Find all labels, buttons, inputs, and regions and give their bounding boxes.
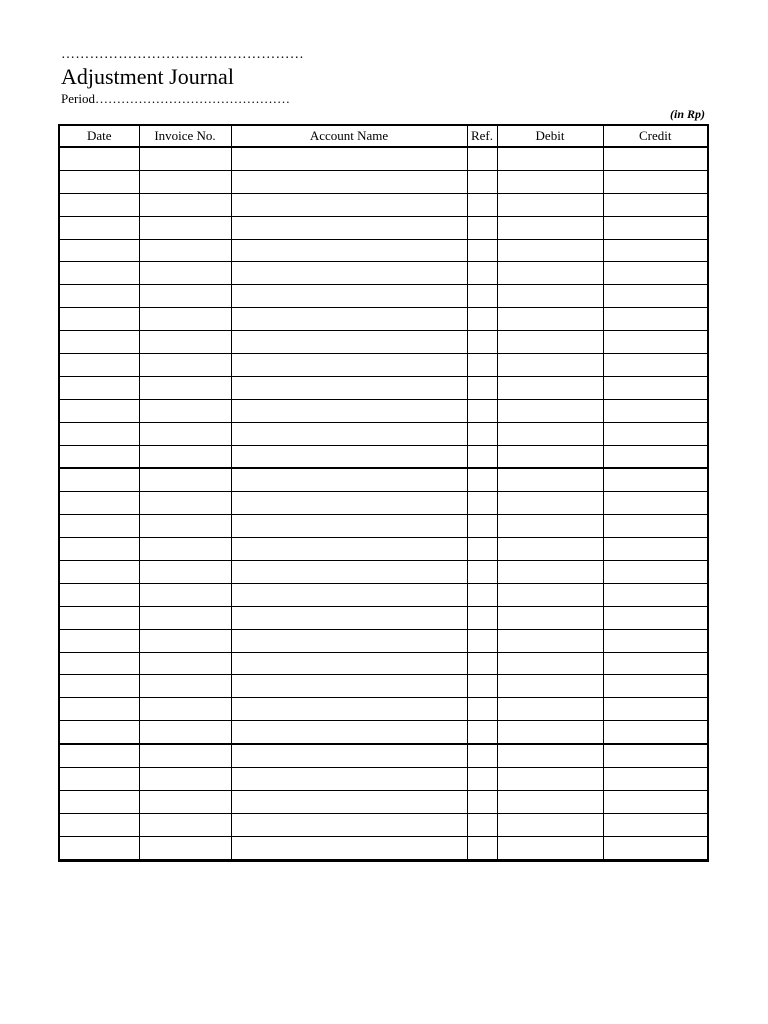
cell-date[interactable]	[59, 468, 139, 491]
cell-account-name[interactable]	[231, 170, 467, 193]
cell-date[interactable]	[59, 813, 139, 836]
cell-credit[interactable]	[603, 422, 708, 445]
cell-invoice-no[interactable]	[139, 170, 231, 193]
cell-credit[interactable]	[603, 698, 708, 721]
cell-debit[interactable]	[497, 262, 603, 285]
cell-ref[interactable]	[467, 354, 497, 377]
table-row	[59, 216, 708, 239]
cell-credit[interactable]	[603, 262, 708, 285]
cell-date[interactable]	[59, 308, 139, 331]
cell-credit[interactable]	[603, 836, 708, 860]
cell-account-name[interactable]	[231, 193, 467, 216]
cell-ref[interactable]	[467, 675, 497, 698]
cell-ref[interactable]	[467, 515, 497, 538]
table-header-row	[59, 125, 708, 147]
column-header-invoice-no: Invoice No.	[139, 125, 231, 147]
cell-account-name[interactable]	[231, 308, 467, 331]
cell-credit[interactable]	[603, 813, 708, 836]
cell-debit[interactable]	[497, 193, 603, 216]
cell-invoice-no[interactable]	[139, 629, 231, 652]
cell-debit[interactable]	[497, 698, 603, 721]
cell-credit[interactable]	[603, 606, 708, 629]
cell-account-name[interactable]	[231, 698, 467, 721]
cell-debit[interactable]	[497, 836, 603, 860]
cell-date[interactable]	[59, 239, 139, 262]
cell-ref[interactable]	[467, 492, 497, 515]
column-header-date: Date	[59, 125, 139, 147]
cell-account-name[interactable]	[231, 239, 467, 262]
cell-date[interactable]	[59, 515, 139, 538]
cell-date[interactable]	[59, 836, 139, 860]
cell-invoice-no[interactable]	[139, 744, 231, 767]
cell-debit[interactable]	[497, 721, 603, 744]
table-row	[59, 170, 708, 193]
cell-account-name[interactable]	[231, 583, 467, 606]
table-row	[59, 147, 708, 170]
cell-date[interactable]	[59, 768, 139, 791]
cell-account-name[interactable]	[231, 147, 467, 170]
table-row	[59, 376, 708, 399]
cell-debit[interactable]	[497, 170, 603, 193]
cell-invoice-no[interactable]	[139, 239, 231, 262]
cell-debit[interactable]	[497, 561, 603, 584]
cell-date[interactable]	[59, 422, 139, 445]
page-title: Adjustment Journal	[61, 64, 234, 89]
cell-invoice-no[interactable]	[139, 561, 231, 584]
table-row	[59, 239, 708, 262]
table-row	[59, 538, 708, 561]
table-row	[59, 561, 708, 584]
cell-debit[interactable]	[497, 376, 603, 399]
cell-credit[interactable]	[603, 376, 708, 399]
cell-credit[interactable]	[603, 239, 708, 262]
cell-account-name[interactable]	[231, 331, 467, 354]
cell-credit[interactable]	[603, 538, 708, 561]
cell-account-name[interactable]	[231, 813, 467, 836]
cell-date[interactable]	[59, 354, 139, 377]
cell-date[interactable]	[59, 445, 139, 468]
table-row	[59, 492, 708, 515]
cell-credit[interactable]	[603, 285, 708, 308]
cell-debit[interactable]	[497, 445, 603, 468]
table-row	[59, 308, 708, 331]
cell-debit[interactable]	[497, 583, 603, 606]
cell-invoice-no[interactable]	[139, 331, 231, 354]
cell-date[interactable]	[59, 216, 139, 239]
cell-date[interactable]	[59, 675, 139, 698]
cell-debit[interactable]	[497, 606, 603, 629]
table-row	[59, 629, 708, 652]
table-row	[59, 354, 708, 377]
table-row	[59, 262, 708, 285]
cell-ref[interactable]	[467, 538, 497, 561]
cell-credit[interactable]	[603, 399, 708, 422]
cell-credit[interactable]	[603, 721, 708, 744]
table-row	[59, 422, 708, 445]
cell-credit[interactable]	[603, 331, 708, 354]
cell-account-name[interactable]	[231, 422, 467, 445]
cell-date[interactable]	[59, 376, 139, 399]
cell-account-name[interactable]	[231, 836, 467, 860]
cell-date[interactable]	[59, 399, 139, 422]
cell-credit[interactable]	[603, 170, 708, 193]
cell-ref[interactable]	[467, 836, 497, 860]
cell-date[interactable]	[59, 698, 139, 721]
cell-credit[interactable]	[603, 492, 708, 515]
cell-ref[interactable]	[467, 790, 497, 813]
cell-credit[interactable]	[603, 561, 708, 584]
cell-debit[interactable]	[497, 768, 603, 791]
cell-date[interactable]	[59, 170, 139, 193]
cell-invoice-no[interactable]	[139, 354, 231, 377]
table-row	[59, 468, 708, 491]
cell-credit[interactable]	[603, 216, 708, 239]
cell-invoice-no[interactable]	[139, 193, 231, 216]
cell-debit[interactable]	[497, 308, 603, 331]
table-row	[59, 583, 708, 606]
cell-invoice-no[interactable]	[139, 445, 231, 468]
cell-ref[interactable]	[467, 629, 497, 652]
cell-invoice-no[interactable]	[139, 515, 231, 538]
cell-debit[interactable]	[497, 813, 603, 836]
cell-invoice-no[interactable]	[139, 583, 231, 606]
cell-ref[interactable]	[467, 193, 497, 216]
cell-account-name[interactable]	[231, 399, 467, 422]
cell-date[interactable]	[59, 583, 139, 606]
cell-credit[interactable]	[603, 652, 708, 675]
cell-debit[interactable]	[497, 422, 603, 445]
cell-account-name[interactable]	[231, 768, 467, 791]
table-row	[59, 721, 708, 744]
cell-ref[interactable]	[467, 399, 497, 422]
cell-account-name[interactable]	[231, 515, 467, 538]
cell-credit[interactable]	[603, 445, 708, 468]
cell-credit[interactable]	[603, 193, 708, 216]
cell-ref[interactable]	[467, 768, 497, 791]
cell-ref[interactable]	[467, 721, 497, 744]
cell-ref[interactable]	[467, 583, 497, 606]
cell-debit[interactable]	[497, 492, 603, 515]
cell-ref[interactable]	[467, 239, 497, 262]
cell-debit[interactable]	[497, 468, 603, 491]
table-row	[59, 399, 708, 422]
cell-ref[interactable]	[467, 331, 497, 354]
cell-account-name[interactable]	[231, 721, 467, 744]
currency-note: (in Rp)	[669, 107, 705, 121]
cell-invoice-no[interactable]	[139, 768, 231, 791]
cell-invoice-no[interactable]	[139, 285, 231, 308]
cell-account-name[interactable]	[231, 445, 467, 468]
cell-invoice-no[interactable]	[139, 652, 231, 675]
column-header-credit: Credit	[603, 125, 708, 147]
cell-invoice-no[interactable]	[139, 606, 231, 629]
cell-account-name[interactable]	[231, 744, 467, 767]
table-row	[59, 698, 708, 721]
cell-date[interactable]	[59, 262, 139, 285]
cell-date[interactable]	[59, 538, 139, 561]
cell-invoice-no[interactable]	[139, 399, 231, 422]
cell-ref[interactable]	[467, 813, 497, 836]
cell-ref[interactable]	[467, 652, 497, 675]
cell-ref[interactable]	[467, 147, 497, 170]
cell-date[interactable]	[59, 147, 139, 170]
cell-debit[interactable]	[497, 147, 603, 170]
company-name-line: ……………………………………………	[61, 47, 305, 62]
cell-credit[interactable]	[603, 629, 708, 652]
cell-credit[interactable]	[603, 354, 708, 377]
cell-debit[interactable]	[497, 538, 603, 561]
cell-date[interactable]	[59, 652, 139, 675]
cell-credit[interactable]	[603, 468, 708, 491]
cell-invoice-no[interactable]	[139, 262, 231, 285]
cell-account-name[interactable]	[231, 354, 467, 377]
table-row	[59, 744, 708, 767]
cell-ref[interactable]	[467, 308, 497, 331]
cell-credit[interactable]	[603, 308, 708, 331]
cell-account-name[interactable]	[231, 538, 467, 561]
cell-credit[interactable]	[603, 744, 708, 767]
table-row	[59, 515, 708, 538]
cell-debit[interactable]	[497, 652, 603, 675]
cell-ref[interactable]	[467, 744, 497, 767]
cell-account-name[interactable]	[231, 652, 467, 675]
cell-account-name[interactable]	[231, 376, 467, 399]
table-row	[59, 836, 708, 860]
cell-invoice-no[interactable]	[139, 468, 231, 491]
cell-debit[interactable]	[497, 629, 603, 652]
cell-date[interactable]	[59, 285, 139, 308]
cell-account-name[interactable]	[231, 629, 467, 652]
cell-debit[interactable]	[497, 216, 603, 239]
table-row	[59, 331, 708, 354]
cell-account-name[interactable]	[231, 285, 467, 308]
cell-credit[interactable]	[603, 583, 708, 606]
cell-invoice-no[interactable]	[139, 147, 231, 170]
cell-debit[interactable]	[497, 331, 603, 354]
cell-invoice-no[interactable]	[139, 308, 231, 331]
cell-credit[interactable]	[603, 675, 708, 698]
table-row	[59, 193, 708, 216]
cell-date[interactable]	[59, 721, 139, 744]
cell-date[interactable]	[59, 331, 139, 354]
cell-debit[interactable]	[497, 790, 603, 813]
cell-invoice-no[interactable]	[139, 698, 231, 721]
cell-ref[interactable]	[467, 422, 497, 445]
cell-debit[interactable]	[497, 285, 603, 308]
cell-credit[interactable]	[603, 790, 708, 813]
cell-date[interactable]	[59, 606, 139, 629]
cell-invoice-no[interactable]	[139, 538, 231, 561]
cell-account-name[interactable]	[231, 468, 467, 491]
cell-ref[interactable]	[467, 170, 497, 193]
cell-account-name[interactable]	[231, 262, 467, 285]
cell-account-name[interactable]	[231, 790, 467, 813]
cell-debit[interactable]	[497, 744, 603, 767]
table-row	[59, 768, 708, 791]
cell-ref[interactable]	[467, 262, 497, 285]
cell-credit[interactable]	[603, 515, 708, 538]
table-row	[59, 813, 708, 836]
cell-ref[interactable]	[467, 606, 497, 629]
cell-ref[interactable]	[467, 561, 497, 584]
cell-invoice-no[interactable]	[139, 721, 231, 744]
cell-date[interactable]	[59, 744, 139, 767]
column-header-debit: Debit	[497, 125, 603, 147]
cell-date[interactable]	[59, 561, 139, 584]
journal-table-body	[59, 147, 708, 860]
cell-invoice-no[interactable]	[139, 422, 231, 445]
cell-account-name[interactable]	[231, 606, 467, 629]
cell-credit[interactable]	[603, 768, 708, 791]
cell-invoice-no[interactable]	[139, 813, 231, 836]
table-row	[59, 606, 708, 629]
cell-date[interactable]	[59, 629, 139, 652]
cell-invoice-no[interactable]	[139, 790, 231, 813]
cell-debit[interactable]	[497, 515, 603, 538]
cell-ref[interactable]	[467, 468, 497, 491]
column-header-ref: Ref.	[467, 125, 497, 147]
cell-ref[interactable]	[467, 698, 497, 721]
journal-table	[58, 124, 709, 862]
cell-account-name[interactable]	[231, 492, 467, 515]
table-row	[59, 790, 708, 813]
cell-ref[interactable]	[467, 285, 497, 308]
cell-account-name[interactable]	[231, 216, 467, 239]
cell-credit[interactable]	[603, 147, 708, 170]
cell-invoice-no[interactable]	[139, 836, 231, 860]
table-row	[59, 652, 708, 675]
cell-invoice-no[interactable]	[139, 216, 231, 239]
cell-debit[interactable]	[497, 399, 603, 422]
table-row	[59, 285, 708, 308]
cell-ref[interactable]	[467, 445, 497, 468]
table-row	[59, 675, 708, 698]
cell-account-name[interactable]	[231, 675, 467, 698]
cell-ref[interactable]	[467, 376, 497, 399]
column-header-account-name: Account Name	[231, 125, 467, 147]
cell-invoice-no[interactable]	[139, 675, 231, 698]
cell-debit[interactable]	[497, 239, 603, 262]
cell-date[interactable]	[59, 193, 139, 216]
cell-date[interactable]	[59, 790, 139, 813]
cell-date[interactable]	[59, 492, 139, 515]
cell-invoice-no[interactable]	[139, 376, 231, 399]
table-row	[59, 445, 708, 468]
cell-account-name[interactable]	[231, 561, 467, 584]
period-line: Period………………………………………	[61, 91, 290, 106]
cell-invoice-no[interactable]	[139, 492, 231, 515]
cell-ref[interactable]	[467, 216, 497, 239]
cell-debit[interactable]	[497, 354, 603, 377]
cell-debit[interactable]	[497, 675, 603, 698]
